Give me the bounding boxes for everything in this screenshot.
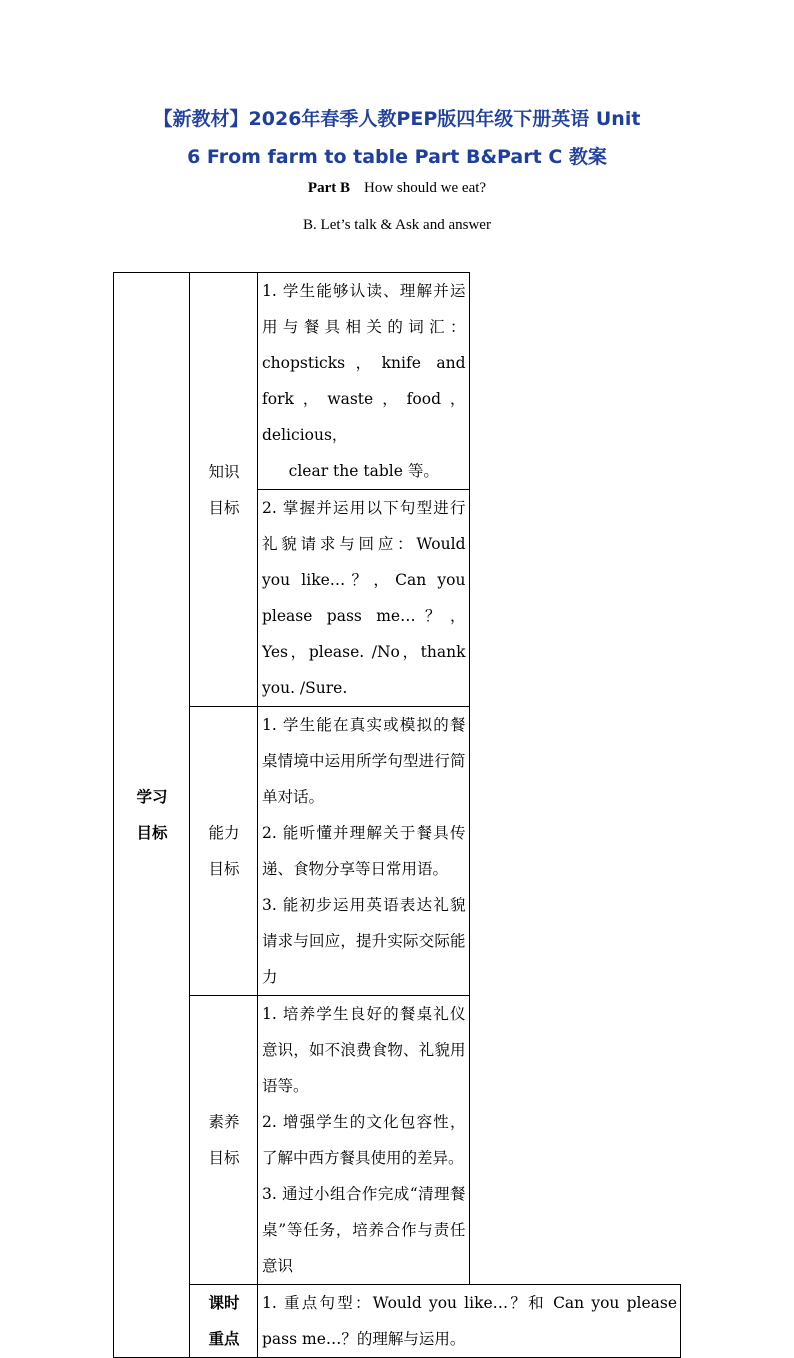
objectives-main-label [114, 273, 190, 1358]
literacy-item-1: 1. 培养学生良好的餐桌礼仪意识，如不浪费食物、礼貌用语等。 [262, 1005, 466, 1095]
key-points-label-line-1: 课时 [208, 1293, 240, 1312]
lesson-objectives-table [113, 272, 681, 1358]
key-points-label [190, 1285, 258, 1358]
section-heading: B. Let’s talk & Ask and answer [303, 217, 491, 233]
main-label-line-1: 学习 [136, 787, 168, 806]
knowledge-label [190, 273, 258, 707]
table-row [114, 1285, 681, 1358]
literacy-label [190, 996, 258, 1285]
knowledge-item-1-text: 1. 学生能够认读、理解并运用与餐具相关的词汇：chopsticks，knife and fork，waste，food，delicious， [262, 282, 466, 444]
title-line-2: 6 From farm to table Part B&Part C 教案 [187, 146, 607, 168]
table-row [114, 273, 681, 490]
literacy-content [258, 996, 470, 1285]
literacy-label-line-1: 素养 [208, 1113, 240, 1131]
knowledge-label-line-2: 目标 [208, 498, 240, 517]
ability-item-2: 2. 能听懂并理解关于餐具传递、食物分享等日常用语。 [262, 824, 466, 878]
ability-label-line-2: 目标 [208, 860, 240, 878]
knowledge-item-2: 2. 掌握并运用以下句型进行礼貌请求与回应：Would you like…？，Can you please pass me…？，Yes，please. /No，thank you. /Sure. [258, 490, 470, 707]
part-heading [0, 180, 794, 197]
ability-item-1: 1. 学生能在真实或模拟的餐桌情境中运用所学句型进行简单对话。 [262, 716, 466, 806]
part-label: Part B [307, 180, 350, 196]
literacy-item-3: 3. 通过小组合作完成“清理餐桌”等任务，培养合作与责任意识 [262, 1185, 466, 1275]
table-row [114, 707, 681, 996]
table-row [114, 996, 681, 1285]
main-label-line-2: 目标 [136, 823, 168, 842]
ability-label-line-1: 能力 [208, 824, 240, 842]
ability-label [190, 707, 258, 996]
knowledge-label-line-1: 知识 [208, 462, 240, 481]
part-question: How should we eat? [364, 180, 487, 196]
ability-content [258, 707, 470, 996]
literacy-item-2: 2. 增强学生的文化包容性，了解中西方餐具使用的差异。 [262, 1113, 466, 1167]
key-points-item-1: 1. 重点句型：Would you like…？和 Can you please pass me…？的理解与运用。 [258, 1285, 681, 1358]
document-title [60, 100, 734, 176]
key-points-label-line-2: 重点 [208, 1329, 240, 1348]
literacy-label-line-2: 目标 [208, 1149, 240, 1167]
title-line-1: 【新教材】2026年春季人教PEP版四年级下册英语 Unit [153, 108, 641, 130]
ability-item-3: 3. 能初步运用英语表达礼貌请求与回应，提升实际交际能力 [262, 896, 466, 986]
knowledge-item-1 [258, 273, 470, 490]
knowledge-item-1-end: clear the table 等。 [288, 462, 439, 480]
